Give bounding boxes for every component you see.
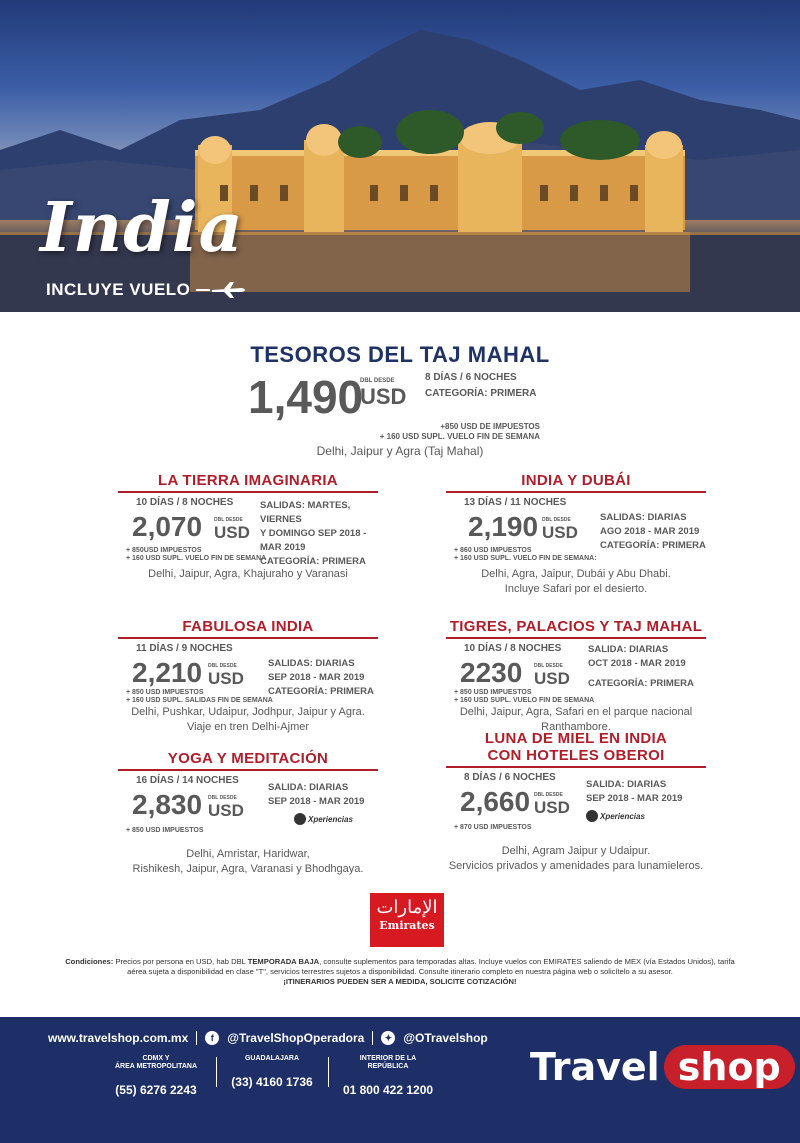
package-body <box>118 775 378 839</box>
featured-package <box>230 342 570 458</box>
footer-contact-row <box>48 1031 488 1045</box>
package-flight-note: + 160 USD SUPL. SALIDAS FIN DE SEMANA <box>126 697 273 704</box>
package-divider <box>446 491 706 493</box>
package-body <box>118 497 378 567</box>
website-link[interactable]: www.travelshop.com.mx <box>48 1031 189 1045</box>
package-departures <box>600 511 706 553</box>
featured-cities: Delhi, Jaipur y Agra (Taj Mahal) <box>316 444 484 458</box>
travelshop-logo <box>530 1045 795 1089</box>
featured-tax-note: +850 USD DE IMPUESTOS <box>440 422 540 431</box>
xperiencias-label: Xperiencias <box>600 811 645 821</box>
package-side-line: SALIDAS: MARTES, VIERNES <box>260 500 351 525</box>
package-cities: Delhi, Jaipur, Agra, Khajuraho y Varanasi <box>148 568 348 580</box>
package-tax-note: + 850 USD IMPUESTOS <box>126 827 204 834</box>
package-card <box>118 472 378 582</box>
package-divider <box>118 491 378 493</box>
package-title: TIGRES, PALACIOS Y TAJ MAHAL <box>449 618 703 635</box>
package-title-line: LUNA DE MIEL EN INDIA <box>484 730 668 747</box>
package-price-label: DBL DESDE <box>214 517 243 523</box>
office-region: INTERIOR DE LA <box>359 1055 417 1062</box>
package-duration: 13 DÍAS / 11 NOCHES <box>464 497 567 508</box>
featured-category: CATEGORÍA: PRIMERA <box>425 388 537 399</box>
xperiencias-label: Xperiencias <box>308 814 353 824</box>
package-divider <box>118 637 378 639</box>
conditions-label: Condiciones: <box>65 957 114 966</box>
package-side-line: SALIDAS: DIARIAS <box>600 512 687 523</box>
package-category: CATEGORÍA: PRIMERA <box>260 556 366 567</box>
package-side-line: AGO 2018 - MAR 2019 <box>600 526 700 537</box>
hero-subtitle <box>46 280 248 300</box>
facebook-icon: f <box>205 1031 219 1045</box>
twitter-link[interactable]: @OTravelshop <box>403 1031 488 1045</box>
package-side-line: Y DOMINGO SEP 2018 - MAR 2019 <box>260 528 367 553</box>
package-title: YOGA Y MEDITACIÓN <box>167 750 329 767</box>
package-price-label: DBL DESDE <box>534 792 563 798</box>
package-title: INDIA Y DUBÁI <box>521 472 631 489</box>
xperiencias-icon <box>586 810 598 822</box>
featured-flight-note: + 160 USD SUPL. VUELO FIN DE SEMANA <box>379 432 540 441</box>
footer-separator <box>196 1031 197 1045</box>
footer-separator <box>216 1057 217 1087</box>
package-title: FABULOSA INDIA <box>182 618 314 635</box>
package-currency: USD <box>214 523 250 542</box>
package-side-line: SALIDA: DIARIAS <box>588 644 669 655</box>
package-duration: 8 DÍAS / 6 NOCHES <box>464 772 556 783</box>
conditions-part: , consulte suplementos para temporadas altas. Incluye vuelos con EMIRATES saliendo de MEX (vía Estados Unidos), tarifa aérea sujeta a disponibilidad en clase "T", servicios terrestres sujetos a disponibilidad. Consulte itinerario completo en nuestra página web o solicítelo a su asesor. <box>127 957 735 976</box>
office-guadalajara <box>226 1055 318 1089</box>
package-price: 2,070 <box>132 511 203 542</box>
hero-subtitle-text: INCLUYE VUELO <box>46 280 191 299</box>
conditions-season: TEMPORADA BAJA <box>247 957 320 966</box>
package-side-line: SEP 2018 - MAR 2019 <box>586 793 683 804</box>
office-region: GUADALAJARA <box>244 1055 300 1062</box>
package-title <box>446 730 706 764</box>
package-side-line: SALIDA: DIARIAS <box>586 779 667 790</box>
package-card <box>446 472 706 597</box>
package-price-label: DBL DESDE <box>208 663 237 669</box>
package-notes <box>454 547 597 563</box>
package-card <box>118 750 378 877</box>
xperiencias-logo <box>294 813 353 825</box>
office-phone[interactable]: (55) 6276 2243 <box>115 1083 197 1097</box>
office-region: ÁREA METROPOLITANA <box>114 1063 198 1070</box>
package-cities: Delhi, Pushkar, Udaipur, Jodhpur, Jaipur y Agra. <box>131 706 365 718</box>
package-flight-note: + 160 USD SUPL. VUELO FIN DE SEMANA: <box>454 555 597 562</box>
package-notes <box>454 824 531 832</box>
package-departures <box>588 643 694 691</box>
featured-info <box>425 370 536 402</box>
office-interior <box>336 1055 440 1097</box>
featured-package-title: TESOROS DEL TAJ MAHAL <box>250 342 550 367</box>
package-duration: 11 DÍAS / 9 NOCHES <box>136 643 233 654</box>
package-price: 2,830 <box>132 789 203 820</box>
office-region: REPÚBLICA <box>367 1063 409 1070</box>
package-currency: USD <box>534 798 570 817</box>
package-card <box>446 730 706 874</box>
package-extra: Rishikesh, Jaipur, Agra, Varanasi y Bhodhgaya. <box>132 863 364 875</box>
xperiencias-logo <box>586 810 645 822</box>
package-price: 2,660 <box>460 786 531 817</box>
hero-title: India <box>40 188 244 268</box>
package-side-line: SALIDAS: DIARIAS <box>268 658 355 669</box>
package-currency: USD <box>208 669 244 688</box>
airplane-icon <box>196 282 248 298</box>
package-departures <box>268 657 374 699</box>
package-duration: 16 DÍAS / 14 NOCHES <box>136 775 239 786</box>
conditions-closing: ¡ITINERARIOS PUEDEN SER A MEDIDA, SOLICITE COTIZACIÓN! <box>283 977 517 986</box>
package-currency: USD <box>542 523 578 542</box>
package-side-line: SEP 2018 - MAR 2019 <box>268 796 365 807</box>
package-extra: Incluye Safari por el desierto. <box>504 583 648 595</box>
package-side-line: SALIDA: DIARIAS <box>268 782 349 793</box>
package-cities: Delhi, Agra, Jaipur, Dubái y Abu Dhabi. <box>481 568 671 580</box>
featured-currency: USD <box>360 384 407 409</box>
office-phone[interactable]: (33) 4160 1736 <box>231 1075 313 1089</box>
package-price-label: DBL DESDE <box>542 517 571 523</box>
package-card <box>446 618 706 735</box>
package-price: 2,190 <box>468 511 539 542</box>
emirates-wordmark: Emirates <box>379 919 435 932</box>
featured-price-row <box>230 370 570 428</box>
package-currency: USD <box>208 801 244 820</box>
package-extra: Viaje en tren Delhi-Ajmer <box>186 721 310 733</box>
emirates-logo <box>370 893 444 947</box>
footer-separator <box>328 1057 329 1087</box>
office-cdmx <box>108 1055 204 1097</box>
package-departures <box>260 499 378 569</box>
office-phone[interactable]: 01 800 422 1200 <box>342 1083 434 1097</box>
package-side-line: OCT 2018 - MAR 2019 <box>588 658 686 669</box>
package-body <box>118 643 378 705</box>
package-tax-note: + 850 USD IMPUESTOS <box>126 689 204 696</box>
package-divider <box>446 766 706 768</box>
package-notes <box>126 689 273 705</box>
package-flight-note: + 160 USD SUPL. VUELO FIN DE SEMANA <box>126 555 267 562</box>
package-divider <box>446 637 706 639</box>
office-region: CDMX Y <box>142 1055 170 1062</box>
package-duration: 10 DÍAS / 8 NOCHES <box>136 497 234 508</box>
hero-banner <box>0 0 800 312</box>
package-divider <box>118 769 378 771</box>
package-body <box>446 497 706 567</box>
package-price: 2,210 <box>132 657 203 688</box>
travelshop-logo-shop: shop <box>664 1045 795 1089</box>
package-cities: Delhi, Jaipur, Agra, Safari en el parque nacional Ranthambore. <box>459 706 693 733</box>
package-category: CATEGORÍA: PRIMERA <box>600 540 706 551</box>
conditions-text <box>60 957 740 987</box>
package-extra: Servicios privados y amenidades para lunamieleros. <box>448 860 704 872</box>
package-title-line: CON HOTELES OBEROI <box>487 747 665 764</box>
package-price-label: DBL DESDE <box>534 663 563 669</box>
package-category: CATEGORÍA: PRIMERA <box>268 686 374 697</box>
package-tax-note: + 850 USD IMPUESTOS <box>454 689 532 696</box>
package-price: 2230 <box>460 657 523 688</box>
emirates-arabic-script: الإمارات <box>376 897 438 918</box>
package-card <box>118 618 378 735</box>
featured-price: 1,490 <box>248 371 364 423</box>
travelshop-logo-travel: Travel <box>530 1045 660 1089</box>
package-notes <box>126 547 266 563</box>
package-tax-note: + 870 USD IMPUESTOS <box>454 824 532 831</box>
package-tax-note: + 860 USD IMPUESTOS <box>454 547 532 554</box>
xperiencias-icon <box>294 813 306 825</box>
package-flight-note: + 160 USD SUPL. VUELO FIN DE SEMANA <box>454 697 595 704</box>
package-tax-note: + 850USD IMPUESTOS <box>126 547 202 554</box>
package-duration: 10 DÍAS / 8 NOCHES <box>464 643 562 654</box>
package-title: LA TIERRA IMAGINARIA <box>158 472 338 489</box>
package-currency: USD <box>534 669 570 688</box>
twitter-icon: ✦ <box>381 1031 395 1045</box>
footer-separator <box>372 1031 373 1045</box>
package-cities: Delhi, Agram Jaipur y Udaipur. <box>501 845 651 857</box>
package-cities: Delhi, Amristar, Haridwar, <box>186 848 310 860</box>
package-departures <box>268 781 364 809</box>
package-price-label: DBL DESDE <box>208 795 237 801</box>
package-notes <box>454 689 594 705</box>
featured-price-label: DBL DESDE <box>360 378 395 384</box>
footer <box>0 1017 800 1143</box>
featured-duration: 8 DÍAS / 6 NOCHES <box>425 372 517 383</box>
package-notes <box>126 827 203 835</box>
package-body <box>446 772 706 836</box>
facebook-link[interactable]: @TravelShopOperadora <box>227 1031 365 1045</box>
conditions-part: Precios por persona en USD, hab DBL <box>115 957 246 966</box>
package-body <box>446 643 706 705</box>
package-category: CATEGORÍA: PRIMERA <box>588 678 694 689</box>
package-departures <box>586 778 682 806</box>
package-side-line: SEP 2018 - MAR 2019 <box>268 672 365 683</box>
